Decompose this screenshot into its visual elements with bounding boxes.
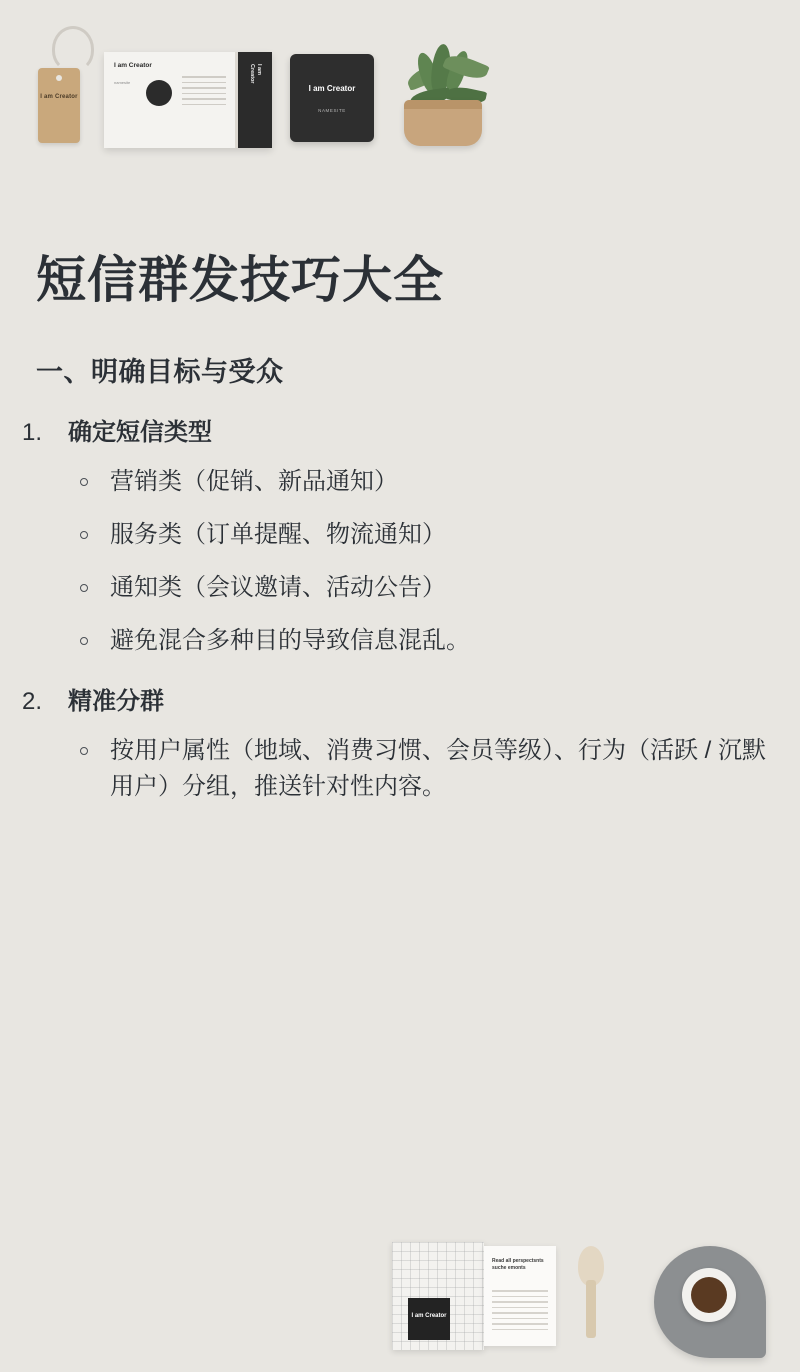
dark-card-mockup [290,54,374,142]
hang-tag-hole [56,75,62,81]
envelope-vertical-text: I am Creator [249,64,262,84]
bullet-text: 通知类（会议邀请、活动公告） [110,574,446,601]
plant-pot-rim [404,100,482,109]
booklet-left-block-text: I am Creator [411,1313,447,1319]
dark-card-text: I am Creator [308,84,356,93]
booklet-right-heading: Read all perspectsnts suche emonts [492,1258,544,1271]
envelope-brand-text: I am Creator [114,62,152,69]
list-item [0,416,800,659]
list-item [0,685,800,805]
bullet-item [68,733,800,805]
bullet-item [68,570,800,606]
hang-tag-mockup [38,68,80,143]
envelope-sub-text: namesite [114,80,131,85]
numbered-list [0,416,800,805]
bullet-dot-icon [80,531,88,539]
bullet-list [68,464,800,659]
booklet-right-mockup [484,1246,556,1346]
envelope-logo-circle [146,80,172,106]
top-mockup-band [0,0,800,215]
bullet-item [68,517,800,553]
envelope-band [238,52,272,148]
list-item-number: 1. [22,419,43,446]
document-content [0,248,800,805]
booklet-left-block [408,1298,450,1340]
bullet-text: 服务类（订单提醒、物流通知） [110,521,446,548]
bullet-dot-icon [80,747,88,755]
spoon-handle [586,1280,596,1338]
bullet-list [68,733,800,805]
bullet-dot-icon [80,637,88,645]
coffee-liquid [691,1277,727,1313]
bullet-dot-icon [80,478,88,486]
hang-tag-text: I am Creator [40,94,78,100]
bullet-text: 避免混合多种目的导致信息混乱。 [110,627,470,654]
booklet-left-mockup [392,1242,484,1350]
envelope-mockup [104,52,272,148]
booklet-right-lines [492,1290,548,1334]
coffee-cup-mockup [682,1268,736,1322]
bullet-dot-icon [80,584,88,592]
section-heading: 一、明确目标与受众 [36,357,284,387]
plant-pot [404,100,482,146]
envelope-text-lines [182,76,226,109]
wooden-spoon-mockup [578,1246,604,1338]
bullet-item [68,464,800,500]
list-item-title: 精准分群 [68,688,164,715]
bottom-mockup-band [0,1212,800,1372]
dark-card-sub-text: NAMESITE [318,108,346,113]
page-title: 短信群发技巧大全 [36,252,444,308]
bullet-text: 按用户属性（地域、消费习惯、会员等级）、行为（活跃 / 沉默用户）分组，推送针对性内容。 [110,737,767,800]
bullet-text: 营销类（促销、新品通知） [110,468,398,495]
list-item-number: 2. [22,688,43,715]
tag-string-icon [52,26,94,72]
bullet-item [68,623,800,659]
list-item-title: 确定短信类型 [68,419,212,446]
